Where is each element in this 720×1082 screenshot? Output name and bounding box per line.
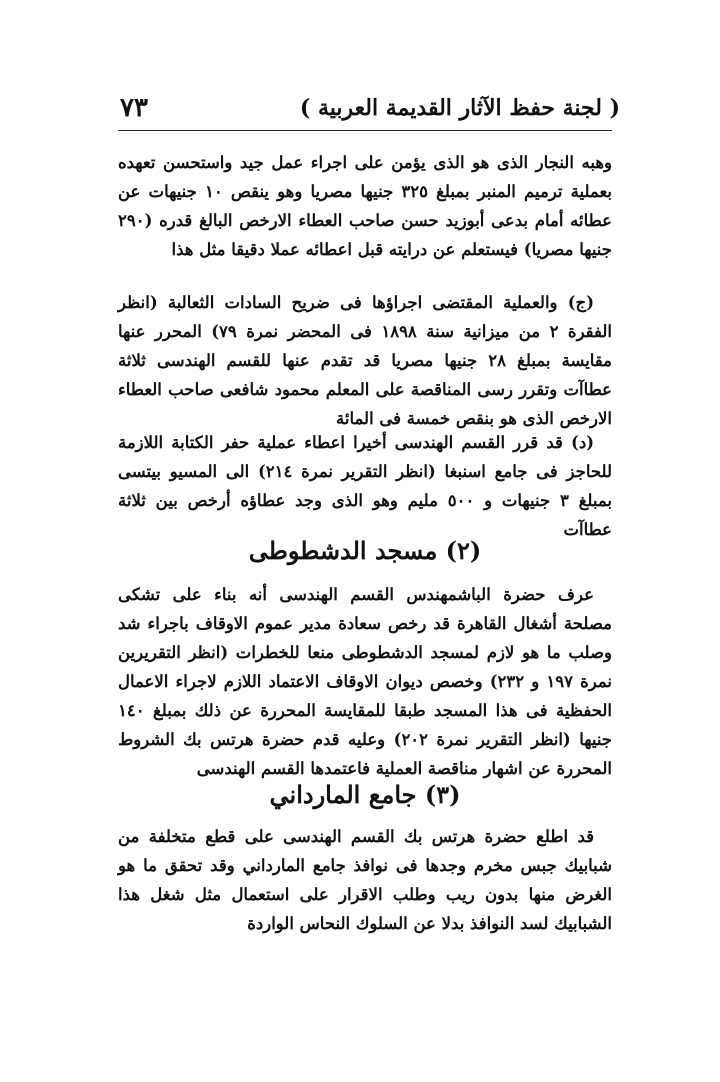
page-number: ٧٣ [120,93,148,123]
paragraph-text: قد اطلع حضرة هرتس بك القسم الهندسى على قطع متخلفة من شبابيك جبس مخرم وجدها فى نوافذ جامع المارداني وقد تحقق ما هو الغرض منها بدون ريب وطلب الاقرار على استعمال مثل شغل هذا الشبابيك لسد النوافذ بدلا عن السلوك النحاس الواردة [118,827,612,933]
header-rule [118,130,612,131]
paragraph-2 [118,288,612,433]
paragraph-3 [118,428,612,544]
paragraph-5 [118,822,612,938]
paragraph-1 [118,148,612,264]
paragraph-text: عرف حضرة الباشمهندس القسم الهندسى أنه بناء على تشكى مصلحة أشغال القاهرة قد رخص سعادة مدير عموم الاوقاف باجراء شد وصلب ما هو لازم لمسجد الدشطوطى منعا للخطرات (انظر التقريرين نمرة ١٩٧ و ٢٣٢) وخصص ديوان الاوقاف الاعتماد اللازم لاجراء الاعمال الحفظية فى هذا المسجد طبقا للمقايسة المحررة عن ذلك بمبلغ ١٤٠ جنيها (انظر التقرير نمرة ٢٠٢) وعليه قدم حضرة هرتس بك الشروط المحررة عن اشهار مناقصة العملية فاعتمدها القسم الهندسى [118,585,612,778]
paragraph-text: (د) قد قرر القسم الهندسى أخيرا اعطاء عملية حفر الكتابة اللازمة للحاجز فى جامع اسنبغا (انظر التقرير نمرة ٢١٤) الى المسيو بيتسى بمبلغ ٣ جنيهات و ٥٠٠ مليم وهو الذى وجد عطاؤه أرخص بين ثلاثة عطاآت [118,433,612,539]
section-heading: (٢) مسجد الدشطوطى [248,536,482,565]
paragraph-text: وهبه النجار الذى هو الذى يؤمن على اجراء عمل جيد واستحسن تعهده بعملية ترميم المنبر بمبلغ ٣٢٥ جنيها مصريا وهو ينقص ١٠ جنيهات عن عطائه أمام بدعى أبوزيد حسن صاحب العطاء الارخص البالغ قدره (٢٩٠ جنيها مصريا) فيستعلم عن درايته قبل اعطائه عملا دقيقا مثل هذا [118,153,613,259]
running-title: ( لجنة حفظ الآثار القديمة العربية ) [299,95,620,121]
section-heading: (٣) جامع المارداني [269,780,461,809]
page-header [120,88,620,128]
paragraph-4 [118,580,612,783]
paragraph-text: (ج) والعملية المقتضى اجراؤها فى ضريح السادات الثعالبة (انظر الفقرة ٢ من ميزانية سنة ١٨٩٨ فى المحضر نمرة ٧٩) المحرر عنها مقايسة بمبلغ ٢٨ جنيها مصريا قد تقدم عنها للقسم الهندسى ثلاثة عطاآت وتقرر رسى المناقصة على المعلم محمود شافعى صاحب العطاء الارخص الذى هو بنقص خمسة فى المائة [118,293,612,428]
